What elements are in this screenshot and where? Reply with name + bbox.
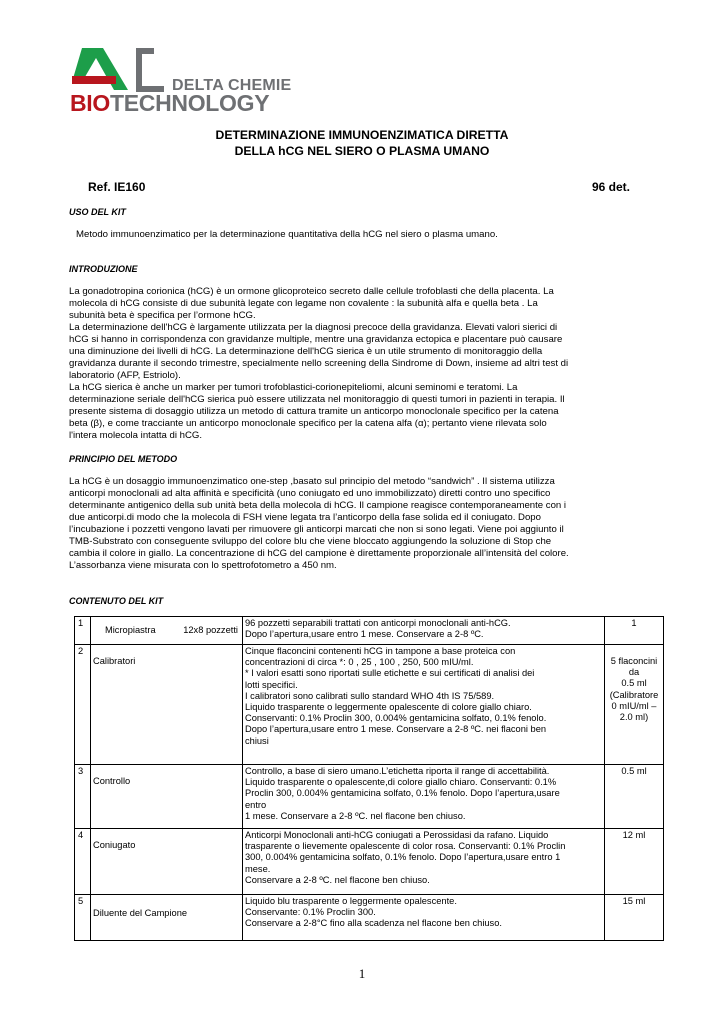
desc-line: chiusi	[245, 735, 269, 746]
page-number: 1	[358, 966, 366, 981]
document-title-line2: DELLA hCG NEL SIERO O PLASMA UMANO	[234, 144, 490, 158]
intro-line: La hCG sierica è anche un marker per tumori trofoblastici-corionepiteliomi, alcuni seminomi e teratomi. La	[69, 382, 518, 393]
desc-line: * I valori esatti sono riportati sulle etichette e sui certificati di analisi dei	[245, 668, 535, 679]
desc-line: Liquido trasparente o opalescente,di colore giallo chiaro. Conservanti: 0.1%	[245, 777, 557, 788]
desc-line: entro	[245, 799, 267, 810]
desc-line: lotti specifici.	[245, 679, 298, 690]
desc-line: Conservante: 0.1% Proclin 300.	[245, 907, 376, 918]
component-name	[91, 829, 243, 895]
intro-line: laboratorio (AFP, Estriolo).	[69, 370, 181, 381]
qty-line: 12 ml	[622, 830, 646, 840]
intro-line: subunità beta è specifica per l’ormone hCG.	[69, 310, 256, 321]
component-name-text: Diluente del Campione	[93, 908, 188, 918]
qty-line: 0.5 ml	[621, 678, 647, 689]
intro-line: l'intera molecola intatta di hCG.	[69, 430, 203, 441]
component-quantity	[605, 617, 664, 645]
row-number: 3	[75, 765, 91, 829]
desc-line: Conservanti: 0.1% Proclin 300, 0.004% gentamicina solfato, 0.1% fenolo.	[245, 713, 547, 724]
intro-line: La determinazione dell'hCG è largamente utilizzata per la diagnosi precoce della gravidanza. Elevati valori sierici di	[69, 322, 558, 333]
qty-line: 0.5 ml	[621, 766, 647, 776]
desc-line: trasparente o lievemente opalescente di color rosa. Conservanti: 0.1% Proclin	[245, 841, 566, 852]
qty-line: 1	[631, 618, 637, 628]
logo-biotechnology	[70, 90, 269, 117]
component-quantity	[605, 645, 664, 765]
section-heading-introduzione: INTRODUZIONE	[69, 264, 138, 274]
table-row	[75, 617, 664, 645]
row-number: 2	[75, 645, 91, 765]
component-quantity	[605, 829, 664, 895]
reference-code: Ref. IE160	[88, 180, 146, 194]
logo-technology-text: TECHNOLOGY	[110, 90, 270, 116]
principio-line: TMB-Substrato con conseguente sviluppo del colore blu che viene bloccato aggiungendo la soluzione di Stop che	[69, 536, 552, 547]
desc-line: Controllo, a base di siero umano.L’etichetta riporta il range di accettabilità.	[245, 766, 550, 776]
qty-line: 0 mIU/ml –	[611, 700, 657, 711]
intro-line: presente sistema di dosaggio utilizza un metodo di cattura tramite un anticorpo monoclonale specifico per la catena	[69, 406, 559, 417]
principio-line: cambia il colore in giallo. La concentrazione di hCG del campione è direttamente proporzionale all’intensità del colore.	[69, 548, 569, 559]
principio-line: La hCG è un dosaggio immunoenzimatico one-step ,basato sul principio del metodo “sandwich” . Il sistema utilizza	[69, 476, 555, 487]
component-name	[91, 895, 243, 941]
row-number: 4	[75, 829, 91, 895]
component-format: 12x8 pozzetti	[183, 624, 238, 635]
desc-line: I calibratori sono calibrati sullo standard WHO 4th IS 75/589.	[245, 690, 495, 701]
principio-line: determinante antigenico della sub unità beta della molecola di hCG. Il campione reagisce contemporaneamente con i	[69, 500, 567, 511]
determinations-count: 96 det.	[592, 180, 631, 194]
desc-line: 1 mese. Conservare a 2-8 ºC. nel flacone ben chiuso.	[245, 810, 466, 821]
desc-line: 300, 0.004% gentamicina solfato, 0.1% fenolo. Dopo l’apertura,usare entro 1	[245, 852, 561, 863]
component-name	[91, 617, 243, 645]
principio-line: L’assorbanza viene misurata con lo spettrofotometro a 450 nm.	[69, 560, 337, 571]
desc-line: 96 pozzetti separabili trattati con anticorpi monoclonali anti-hCG.	[245, 618, 511, 628]
desc-line: Conservare a 2-8 ºC. nel flacone ben chiuso.	[245, 874, 430, 885]
component-quantity	[605, 765, 664, 829]
component-name	[91, 765, 243, 829]
section-heading-principio: PRINCIPIO DEL METODO	[69, 454, 178, 464]
desc-line: Proclin 300, 0.004% gentamicina solfato, 0.1% fenolo. Dopo l’apertura,usare	[245, 788, 560, 799]
uso-line: Metodo immunoenzimatico per la determinazione quantitativa della hCG nel siero o plasma umano.	[76, 229, 498, 240]
qty-line: 5 flaconcini da	[610, 656, 658, 678]
introduzione-text	[69, 286, 656, 442]
intro-line: hCG si hanno in corrispondenza con gravidanze multiple, mentre una gravidanza ectopica e placentare può causare	[69, 334, 563, 345]
component-name	[91, 645, 243, 765]
component-name-text: Controllo	[93, 776, 131, 786]
intro-line: determinazione seriale dell'hCG sierica può essere utilizzata nel monitoraggio di questi tumori in pazienti in terapia. Il	[69, 394, 565, 405]
intro-line: La gonadotropina corionica (hCG) è un ormone glicoproteico secreto dalle cellule trofoblasti che della placenta. La	[69, 286, 554, 297]
qty-line: (Calibratore	[609, 689, 659, 700]
document-title-line1: DETERMINAZIONE IMMUNOENZIMATICA DIRETTA	[215, 128, 509, 142]
component-description	[243, 617, 605, 645]
qty-line: 2.0 ml)	[619, 712, 649, 723]
desc-line: Liquido blu trasparente o leggermente opalescente.	[245, 896, 457, 906]
intro-line: beta (β), e come tracciante un anticorpo monoclonale specifico per la catena alfa (α); pertanto viene rilevata solo	[69, 418, 547, 429]
principio-line: anticorpi monoclonali ad alta affinità e specificità (uno coniugato ed uno immobilizzato) diretti contro uno specifico	[69, 488, 551, 499]
component-description	[243, 829, 605, 895]
logo-gray-bracket	[136, 48, 164, 92]
component-description	[243, 765, 605, 829]
table-row	[75, 895, 664, 941]
uso-text	[76, 229, 663, 241]
logo-red-bar	[72, 76, 116, 84]
row-number: 1	[75, 617, 91, 645]
desc-line: Dopo l’apertura,usare entro 1 mese. Conservare a 2-8 ºC.	[245, 629, 484, 640]
desc-line: concentrazioni di circa *: 0 , 25 , 100 , 250, 500 mIU/ml.	[245, 657, 474, 668]
kit-contents-table	[74, 616, 664, 941]
table-row	[75, 645, 664, 765]
logo-delta-chemie: DELTA CHEMIE	[172, 77, 292, 94]
principio-line: l’incubazione i pozzetti vengono lavati per rimuovere gli anticorpi marcati che non si sono legati. Viene poi aggiunto il	[69, 524, 564, 535]
desc-line: Conservare a 2-8°C fino alla scadenza nel flacone ben chiuso.	[245, 918, 502, 929]
intro-line: gravidanza durante il secondo trimestre, specialmente nello screening della Sindrome di Down, insieme ad altri test di	[69, 358, 569, 369]
principio-text	[69, 476, 656, 572]
intro-line: una diminuzione dei livelli di hCG. La determinazione dell'hCG sierica è un utile strumento di monitoraggio della	[69, 346, 543, 357]
qty-line: 15 ml	[622, 896, 646, 906]
component-description	[243, 645, 605, 765]
component-description	[243, 895, 605, 941]
desc-line: Cinque flaconcini contenenti hCG in tampone a base proteica con	[245, 646, 516, 656]
component-name-text: Micropiastra	[105, 624, 156, 635]
desc-line: Anticorpi Monoclonali anti-hCG coniugati a Perossidasi da rafano. Liquido	[245, 830, 549, 840]
logo-bio-text: BIO	[70, 90, 110, 116]
component-name-text: Calibratori	[93, 656, 136, 666]
component-quantity	[605, 895, 664, 941]
section-heading-contenuto: CONTENUTO DEL KIT	[69, 596, 164, 606]
table-row	[75, 765, 664, 829]
micropiastra-label	[93, 625, 240, 636]
component-name-text: Coniugato	[93, 840, 136, 850]
principio-line: due anticorpi.di modo che la molecola di FSH viene legata tra l’anticorpo della fase solida ed il coniugato. Dopo	[69, 512, 541, 523]
desc-line: Liquido trasparente o leggermente opalescente di colore giallo chiaro.	[245, 702, 532, 713]
intro-line: molecola di hCG consiste di due subunità legate con legame non covalente : la subunità alfa e quella beta . La	[69, 298, 538, 309]
desc-line: mese.	[245, 863, 271, 874]
row-number: 5	[75, 895, 91, 941]
desc-line: Dopo l’apertura,usare entro 1 mese. Conservare a 2-8 ºC. nei flaconi ben	[245, 724, 547, 735]
table-row	[75, 829, 664, 895]
section-heading-uso: USO DEL KIT	[69, 207, 126, 217]
